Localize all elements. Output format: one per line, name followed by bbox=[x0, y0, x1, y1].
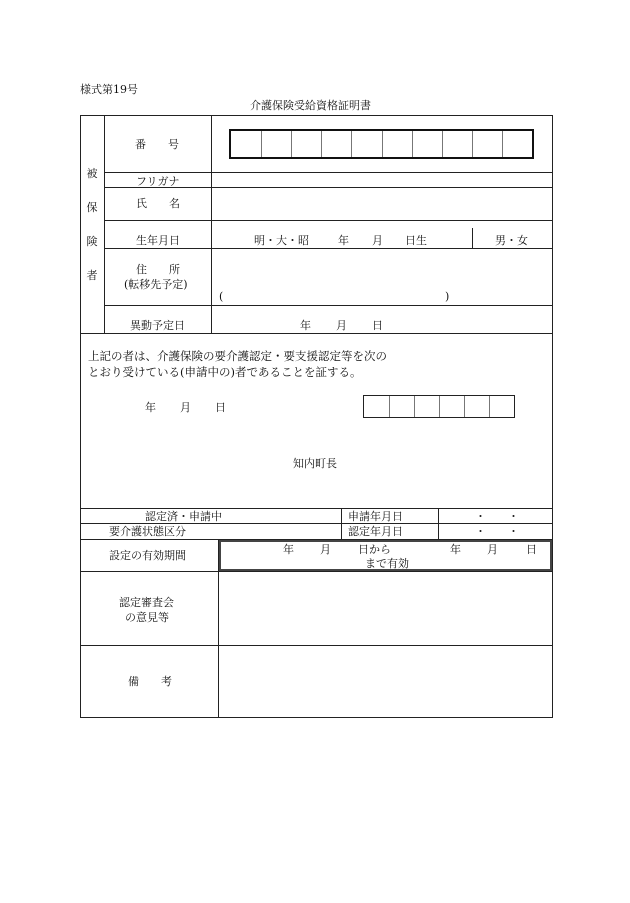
move-date-label: 異動予定日 bbox=[130, 319, 185, 332]
certification-line-1: 上記の者は、介護保険の要介護認定・要支援認定等を次の bbox=[88, 349, 387, 363]
code-cell-divider bbox=[489, 396, 490, 417]
row-line bbox=[104, 220, 553, 221]
care-level-field[interactable] bbox=[230, 524, 338, 538]
row-line bbox=[104, 305, 553, 306]
cert-year-label: 年 bbox=[145, 401, 156, 414]
remarks-label: 備 考 bbox=[128, 675, 172, 688]
validity-year-2: 年 bbox=[450, 543, 461, 556]
cert-day-label: 日 bbox=[215, 401, 226, 414]
number-cell-divider bbox=[291, 131, 292, 157]
side-column-divider bbox=[104, 115, 105, 333]
remarks-field[interactable] bbox=[220, 646, 552, 717]
validity-label: 設定の有効期間 bbox=[109, 549, 186, 562]
move-year-label: 年 bbox=[300, 319, 311, 332]
opinion-label: 認定審査会 bbox=[119, 596, 174, 609]
opinion-sublabel: の意見等 bbox=[125, 611, 169, 624]
number-cell-divider bbox=[472, 131, 473, 157]
form-title: 介護保険受給資格証明書 bbox=[250, 99, 371, 112]
number-cell-divider bbox=[502, 131, 503, 157]
validity-year-1: 年 bbox=[283, 543, 294, 556]
gender-choice[interactable]: 男・女 bbox=[495, 234, 528, 247]
cert-month-label: 月 bbox=[180, 401, 191, 414]
number-cell-divider bbox=[412, 131, 413, 157]
dob-label: 生年月日 bbox=[136, 234, 180, 247]
validity-day-2: 日 bbox=[526, 543, 537, 556]
certification-date-label: 認定年月日 bbox=[348, 525, 403, 538]
name-field[interactable] bbox=[212, 188, 552, 219]
move-month-label: 月 bbox=[336, 319, 347, 332]
number-cell-divider bbox=[261, 131, 262, 157]
address-paren-open: ( bbox=[219, 290, 224, 303]
form-number: 様式第19号 bbox=[80, 83, 138, 96]
dob-month-label: 月 bbox=[372, 234, 383, 247]
side-char-4: 者 bbox=[86, 269, 98, 282]
side-char-2: 保 bbox=[86, 201, 98, 214]
date-value-divider bbox=[438, 508, 439, 539]
dob-day-label: 日生 bbox=[405, 234, 427, 247]
code-cell-divider bbox=[414, 396, 415, 417]
number-cell-divider bbox=[351, 131, 352, 157]
gender-divider bbox=[472, 228, 473, 248]
address-field[interactable] bbox=[212, 249, 552, 304]
validity-from: 日から bbox=[358, 543, 391, 556]
side-char-1: 被 bbox=[86, 167, 98, 180]
address-label: 住 所 bbox=[136, 263, 180, 276]
certifier-code-boxes[interactable] bbox=[363, 395, 515, 418]
application-date-label: 申請年月日 bbox=[348, 510, 403, 523]
code-cell-divider bbox=[439, 396, 440, 417]
certification-date-value[interactable]: ・ ・ bbox=[475, 525, 519, 538]
date-label-divider bbox=[341, 508, 342, 539]
name-label: 氏 名 bbox=[136, 197, 180, 210]
furigana-field[interactable] bbox=[212, 172, 552, 186]
code-cell-divider bbox=[464, 396, 465, 417]
dob-era-choice[interactable]: 明・大・昭 bbox=[254, 234, 309, 247]
section-line bbox=[80, 333, 553, 334]
number-label: 番 号 bbox=[135, 138, 179, 151]
status-choice[interactable]: 認定済・申請中 bbox=[145, 510, 222, 523]
number-cell-divider bbox=[442, 131, 443, 157]
certification-line-2: とおり受けている(申請中の)者であることを証する。 bbox=[88, 365, 362, 379]
validity-until: まで有効 bbox=[365, 557, 409, 570]
dob-year-label: 年 bbox=[338, 234, 349, 247]
issuer-name: 知内町長 bbox=[293, 457, 337, 470]
validity-month-2: 月 bbox=[487, 543, 498, 556]
opinion-field[interactable] bbox=[220, 572, 552, 644]
number-cell-divider bbox=[321, 131, 322, 157]
section-line bbox=[80, 508, 553, 509]
insured-number-boxes[interactable] bbox=[229, 129, 534, 159]
furigana-label: フリガナ bbox=[136, 175, 180, 188]
care-level-label: 要介護状態区分 bbox=[109, 525, 186, 538]
application-date-value[interactable]: ・ ・ bbox=[475, 510, 519, 523]
address-paren-close: ) bbox=[445, 290, 450, 303]
move-day-label: 日 bbox=[372, 319, 383, 332]
address-sublabel: (転移先予定) bbox=[124, 278, 188, 291]
code-cell-divider bbox=[389, 396, 390, 417]
validity-month-1: 月 bbox=[320, 543, 331, 556]
side-char-3: 険 bbox=[86, 235, 98, 248]
number-cell-divider bbox=[382, 131, 383, 157]
